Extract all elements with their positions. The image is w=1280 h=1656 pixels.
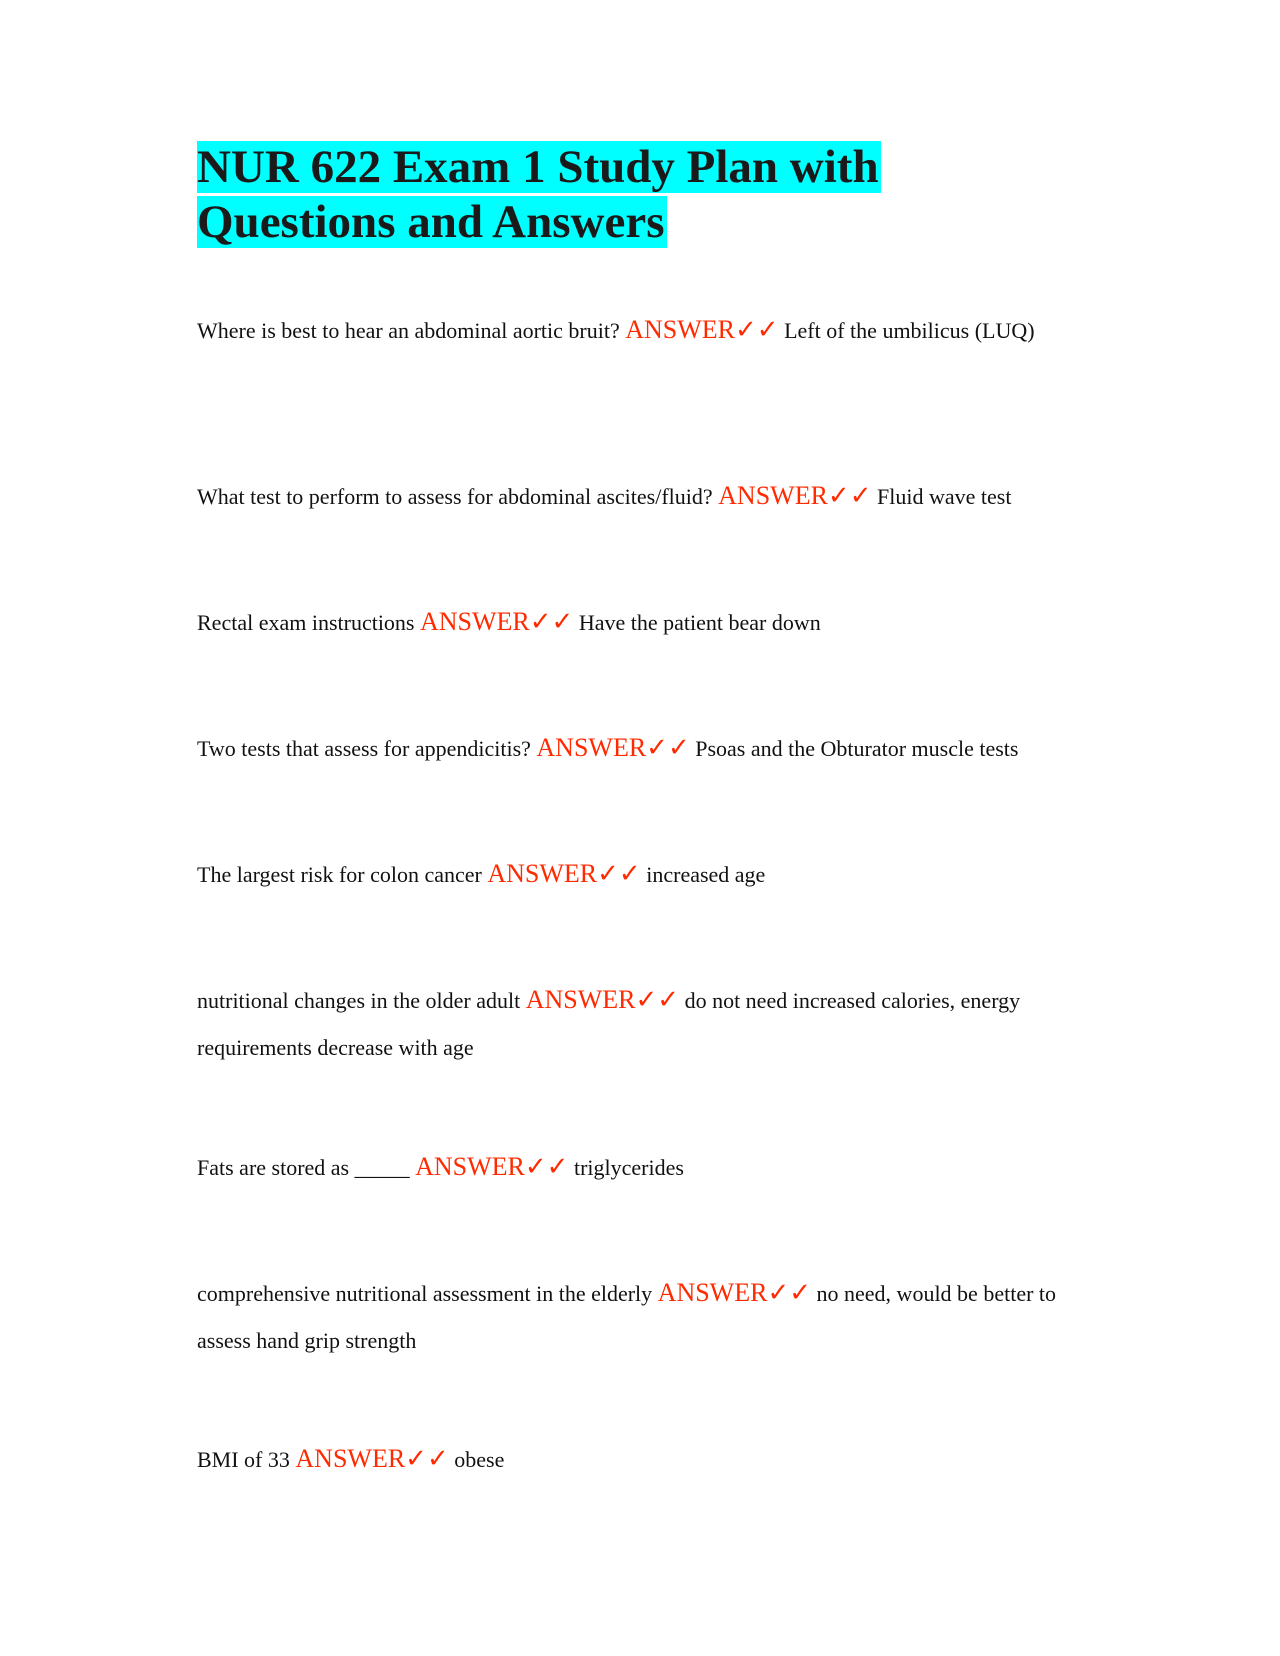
question-text: nutritional changes in the older adult (197, 988, 521, 1013)
question-text: What test to perform to assess for abdominal ascites/fluid? (197, 484, 713, 509)
answer-text: Fluid wave test (877, 484, 1012, 509)
qa-item (197, 1435, 1097, 1483)
title-line-1: NUR 622 Exam 1 Study Plan with (197, 141, 879, 193)
qa-item (197, 1143, 1097, 1191)
answer-text: increased age (646, 862, 766, 887)
answer-marker: ANSWER✓✓ (420, 607, 574, 636)
answer-marker: ANSWER✓✓ (657, 1278, 812, 1307)
question-text: comprehensive nutritional assessment in the elderly (197, 1281, 653, 1306)
answer-text: Psoas and the Obturator muscle tests (695, 736, 1019, 761)
question-text: Two tests that assess for appendicitis? (197, 736, 531, 761)
document-title (197, 140, 917, 250)
qa-item (197, 850, 1097, 898)
title-line-2: Questions and Answers (197, 196, 665, 248)
answer-text: triglycerides (573, 1155, 684, 1180)
qa-item (197, 306, 1097, 354)
answer-marker: ANSWER✓✓ (625, 315, 779, 344)
answer-text: Left of the umbilicus (LUQ) (784, 318, 1035, 343)
qa-item (197, 598, 1097, 646)
question-text: Where is best to hear an abdominal aortic bruit? (197, 318, 620, 343)
answer-marker: ANSWER✓✓ (525, 985, 680, 1014)
question-text: BMI of 33 (197, 1447, 290, 1472)
answer-marker: ANSWER✓✓ (718, 481, 872, 510)
answer-marker: ANSWER✓✓ (295, 1444, 449, 1473)
answer-marker: ANSWER✓✓ (536, 733, 690, 762)
question-text: The largest risk for colon cancer (197, 862, 482, 887)
qa-item (197, 724, 1097, 772)
answer-text: obese (454, 1447, 505, 1472)
question-text: Fats are stored as _____ (197, 1155, 410, 1180)
question-text: Rectal exam instructions (197, 610, 415, 635)
qa-item (197, 1269, 1097, 1364)
answer-marker: ANSWER✓✓ (487, 859, 641, 888)
qa-item (197, 472, 1097, 520)
answer-text: Have the patient bear down (578, 610, 821, 635)
qa-item (197, 976, 1097, 1071)
answer-text: no need, would be better to assess hand grip strength (197, 1281, 1057, 1353)
answer-marker: ANSWER✓✓ (415, 1152, 569, 1181)
answer-text: do not need increased calories, energy requirements decrease with age (197, 988, 1021, 1060)
